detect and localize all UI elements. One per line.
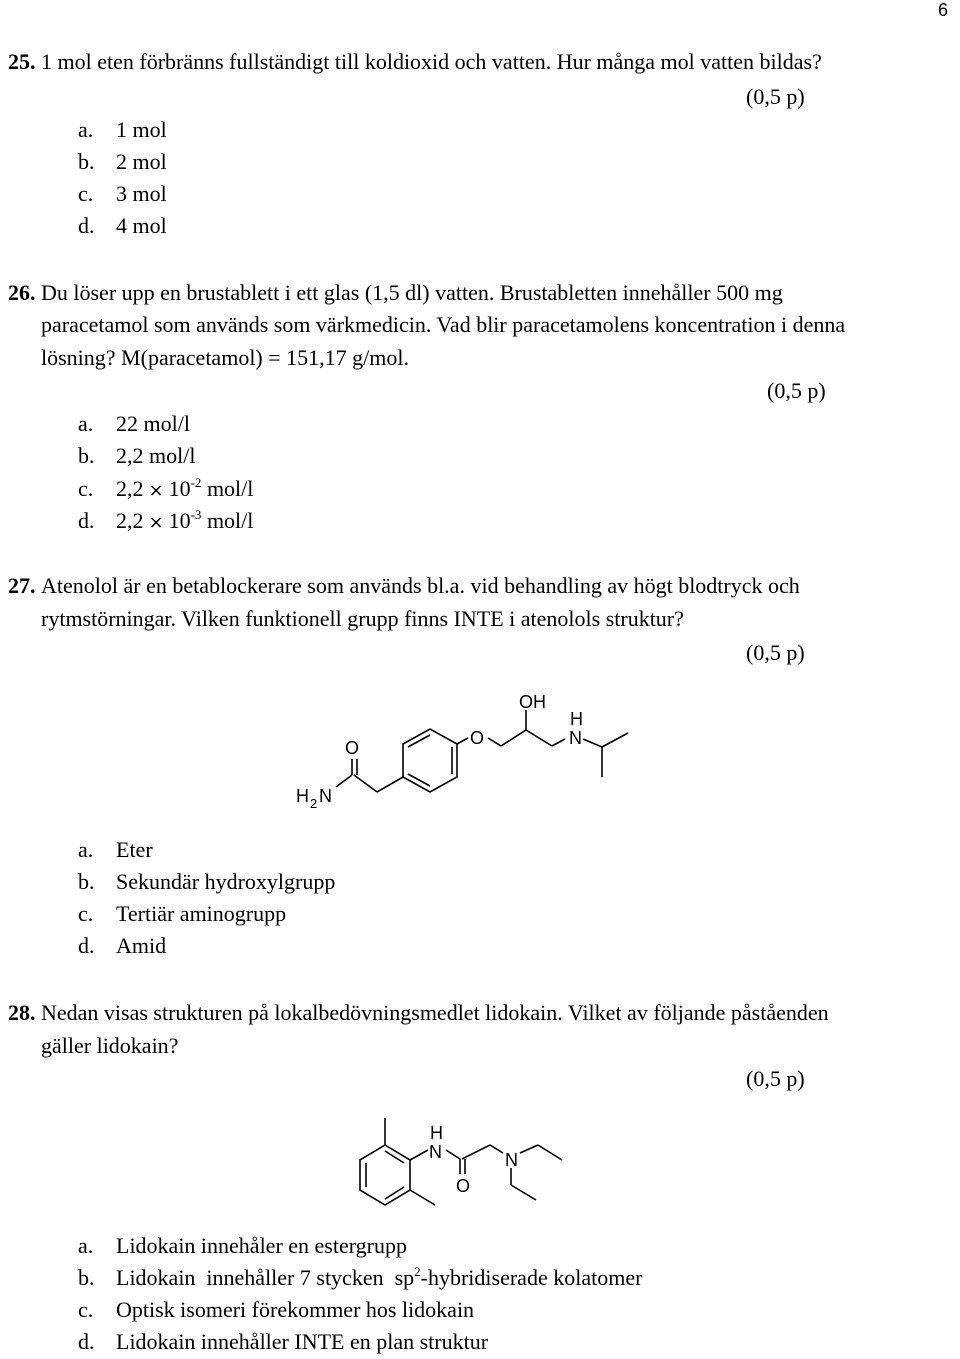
question-text-line: Atenolol är en betablockerare som används bl.a. vid behandling av högt blodtryck och: [41, 573, 800, 598]
option-d-text: Lidokain innehåller INTE en plan struktur: [116, 1329, 489, 1354]
points-label: (0,5 p): [746, 640, 805, 665]
option-a-text: Lidokain innehåler en estergrupp: [116, 1233, 407, 1258]
option-c-expression: [116, 476, 253, 504]
option-d-letter: d.: [78, 508, 95, 533]
points-label: (0,5 p): [746, 1066, 805, 1091]
lidocaine-structure: [340, 1108, 580, 1208]
option-b-letter: b.: [78, 869, 95, 894]
base: 10: [168, 476, 191, 501]
option-d-expression: [116, 508, 253, 536]
atom-nh-h: H: [570, 709, 583, 729]
option-a-letter: a.: [78, 837, 94, 862]
points-label: (0,5 p): [746, 84, 805, 109]
exponent: -3: [190, 507, 202, 522]
atom-oh: OH: [519, 692, 546, 712]
unit: mol/l: [206, 476, 254, 501]
atom-nh-n: N: [569, 728, 582, 748]
atom-amine-n: N: [505, 1150, 518, 1170]
option-d-letter: d.: [78, 1329, 95, 1354]
option-a-letter: a.: [78, 1233, 94, 1258]
option-b-text: [116, 1265, 642, 1291]
option-a-text: Eter: [116, 837, 153, 862]
atom-n: N: [319, 786, 332, 806]
atom-nh-n: N: [429, 1142, 442, 1162]
option-c-text: 3 mol: [116, 181, 167, 206]
option-b-text: 2 mol: [116, 149, 167, 174]
question-number: 25.: [8, 49, 36, 74]
option-d-text: 4 mol: [116, 213, 167, 238]
option-d-letter: d.: [78, 933, 95, 958]
option-a-text: 22 mol/l: [116, 411, 190, 436]
points-label: (0,5 p): [767, 378, 826, 403]
times-sign: ×: [148, 480, 164, 501]
atom-h: H: [296, 786, 309, 806]
page-number: 6: [938, 0, 949, 20]
question-text: 1 mol eten förbränns fullständigt till koldioxid och vatten. Hur många mol vatten bildas?: [41, 49, 822, 74]
option-b-text: Sekundär hydroxylgrupp: [116, 869, 336, 894]
unit: mol/l: [206, 508, 254, 533]
question-text-line: rytmstörningar. Vilken funktionell grupp finns INTE i atenolols struktur?: [41, 606, 684, 631]
question-number: 28.: [8, 1000, 36, 1025]
option-c-letter: c.: [78, 181, 94, 206]
times-sign: ×: [148, 512, 164, 533]
mantissa: 2,2: [116, 508, 144, 533]
atom-nh-h: H: [430, 1123, 443, 1143]
question-number: 27.: [8, 573, 36, 598]
option-a-text: 1 mol: [116, 117, 167, 142]
option-c-letter: c.: [78, 476, 94, 501]
atom-h-subscript: 2: [310, 796, 318, 811]
option-a-letter: a.: [78, 411, 94, 436]
option-b-letter: b.: [78, 1265, 95, 1290]
superscript: 2: [414, 1264, 421, 1279]
question-text-line: Du löser upp en brustablett i ett glas (1,5 dl) vatten. Brustabletten innehåller 500 mg: [41, 280, 783, 305]
option-d-letter: d.: [78, 213, 95, 238]
atom-o: O: [456, 1176, 471, 1196]
atenolol-structure: [280, 680, 640, 820]
exponent: -2: [190, 475, 202, 490]
mantissa: 2,2: [116, 476, 144, 501]
base: 10: [168, 508, 191, 533]
question-text-line: gäller lidokain?: [41, 1033, 179, 1058]
text-after: -hybridiserade kolatomer: [420, 1265, 643, 1290]
option-d-text: Amid: [116, 933, 167, 958]
option-b-letter: b.: [78, 443, 95, 468]
option-c-text: Tertiär aminogrupp: [116, 901, 287, 926]
text-before: Lidokain innehåller 7 stycken sp: [116, 1265, 415, 1290]
option-c-letter: c.: [78, 1297, 94, 1322]
atom-o-ether: O: [470, 728, 485, 748]
option-b-text: 2,2 mol/l: [116, 443, 196, 468]
option-b-letter: b.: [78, 149, 95, 174]
option-a-letter: a.: [78, 117, 94, 142]
atom-o: O: [345, 738, 360, 758]
question-number: 26.: [8, 280, 36, 305]
option-c-letter: c.: [78, 901, 94, 926]
option-c-text: Optisk isomeri förekommer hos lidokain: [116, 1297, 475, 1322]
question-text-line: lösning? M(paracetamol) = 151,17 g/mol.: [41, 345, 409, 370]
question-text-line: paracetamol som används som värkmedicin. Vad blir paracetamolens koncentration i denna: [41, 312, 846, 337]
question-text-line: Nedan visas strukturen på lokalbedövningsmedlet lidokain. Vilket av följande påståenden: [41, 1000, 829, 1025]
